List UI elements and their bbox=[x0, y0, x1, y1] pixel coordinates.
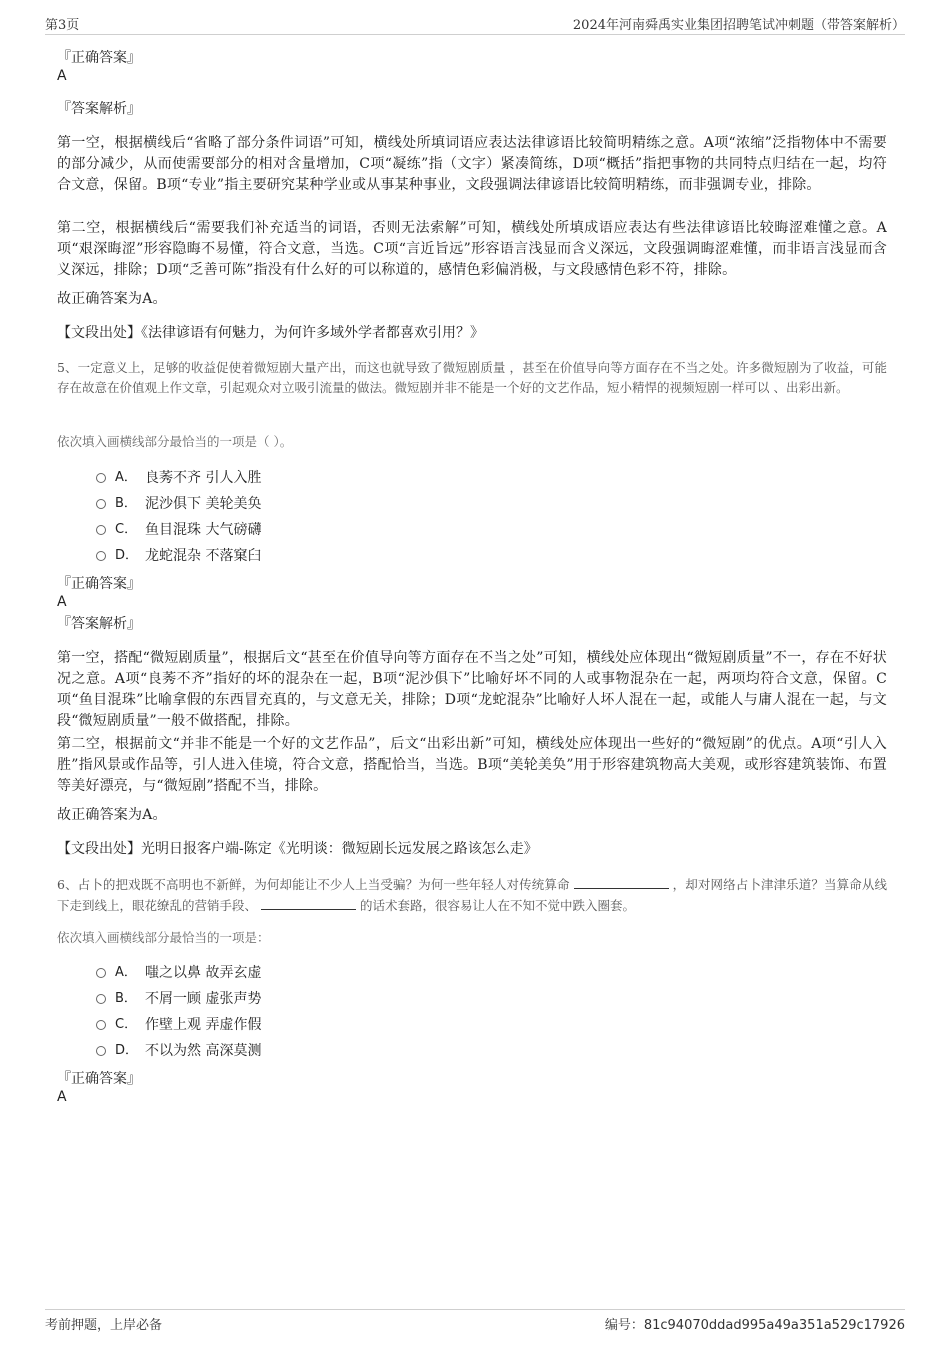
radio-icon[interactable] bbox=[96, 525, 106, 535]
q6-stem: 6、占卜的把戏既不高明也不新鲜，为何却能让不少人上当受骗？为何一些年轻人对传统算命 ，却对网络占卜津津乐道？当算命从线下走到线上，眼花缭乱的营销手段、 的话术套路，很容易让人在不知不觉中跌入圈套。 bbox=[57, 874, 887, 916]
q4-conclusion: 故正确答案为A。 bbox=[57, 291, 167, 307]
radio-icon[interactable] bbox=[96, 551, 106, 561]
q4-analysis-p1: 第一空，根据横线后“省略了部分条件词语”可知，横线处所填词语应表达法律谚语比较简明精练之意。A项“浓缩”泛指物体中不需要的部分减少，从而使需要部分的相对含量增加，C项“凝练”指（文字）紧凑简练，D项“概括”指把事物的共同特点归结在一起，均符合文意，保留。B项“专业”指主要研究某种学业或从事某种事业，文段强调法律谚语比较简明精练，而非强调专业，排除。 bbox=[57, 135, 887, 193]
radio-icon[interactable] bbox=[96, 473, 106, 483]
document-title: 2024年河南舜禹实业集团招聘笔试冲刺题（带答案解析） bbox=[572, 18, 905, 33]
q5-prompt: 依次填入画横线部分最恰当的一项是（ ）。 bbox=[57, 434, 293, 449]
q5-analysis-p1: 第一空，搭配“微短剧质量”，根据后文“甚至在价值导向等方面存在不当之处”可知，横线处应体现出“微短剧质量”不一，存在不好状况之意。A项“良莠不齐”指好的坏的混杂在一起，B项“泥沙俱下”比喻好坏不同的人或事物混杂在一起，两项均符合文意，保留。C项“鱼目混珠”比喻拿假的东西冒充真的，与文意无关，排除；D项“龙蛇混杂”比喻好人坏人混在一起，或能人与庸人混在一起，与文段“微短剧质量”一般不做搭配，排除。 bbox=[57, 650, 887, 729]
q6-prompt: 依次填入画横线部分最恰当的一项是： bbox=[57, 930, 270, 945]
q5-analysis-p2: 第二空，根据前文“并非不能是一个好的文艺作品”，后文“出彩出新”可知，横线处应体现出一些好的“微短剧”的优点。A项“引人入胜”指风景或作品等，引人进入佳境，符合文意，搭配恰当，当选。B项“美轮美奂”用于形容建筑物高大美观，或形容建筑装饰、布置等美好漂亮，与“微短剧”搭配不当，排除。 bbox=[57, 736, 887, 794]
q6-option-d[interactable]: D． 不以为然 高深莫测 bbox=[96, 1040, 261, 1062]
footer-code: 编号：81c94070ddad995a49a351a529c17926 bbox=[604, 1318, 905, 1333]
q6-option-a[interactable]: A． 嗤之以鼻 故弄玄虚 bbox=[96, 962, 261, 984]
q5-option-a[interactable]: A． 良莠不齐 引人入胜 bbox=[96, 467, 261, 489]
footer-slogan: 考前押题，上岸必备 bbox=[45, 1318, 163, 1333]
q4-answer-label: 『正确答案』 bbox=[57, 50, 141, 66]
header-divider bbox=[45, 34, 905, 35]
q5-conclusion: 故正确答案为A。 bbox=[57, 807, 167, 823]
q5-answer-label: 『正确答案』 bbox=[57, 576, 141, 592]
blank-line bbox=[261, 895, 356, 910]
footer-divider bbox=[45, 1309, 905, 1310]
radio-icon[interactable] bbox=[96, 499, 106, 509]
radio-icon[interactable] bbox=[96, 968, 106, 978]
radio-icon[interactable] bbox=[96, 1020, 106, 1030]
radio-icon[interactable] bbox=[96, 1046, 106, 1056]
q4-source: 【文段出处】《法律谚语有何魅力，为何许多域外学者都喜欢引用？》 bbox=[57, 325, 484, 341]
q5-option-c[interactable]: C． 鱼目混珠 大气磅礴 bbox=[96, 519, 261, 541]
blank-line bbox=[574, 874, 669, 889]
page-footer bbox=[45, 1314, 905, 1334]
radio-icon[interactable] bbox=[96, 994, 106, 1004]
page-number: 第3页 bbox=[45, 18, 80, 33]
q5-source: 【文段出处】光明日报客户端-陈定《光明谈：微短剧长远发展之路该怎么走》 bbox=[57, 841, 538, 857]
q5-option-b[interactable]: B． 泥沙俱下 美轮美奂 bbox=[96, 493, 261, 515]
q6-answer: A bbox=[57, 1089, 67, 1105]
q5-answer: A bbox=[57, 594, 67, 610]
q4-answer: A bbox=[57, 68, 67, 84]
q5-analysis-label: 『答案解析』 bbox=[57, 616, 141, 632]
page-header bbox=[45, 14, 905, 34]
q4-analysis-p2: 第二空，根据横线后“需要我们补充适当的词语，否则无法索解”可知，横线处所填成语应表达有些法律谚语比较晦涩难懂之意。A项“艰深晦涩”形容隐晦不易懂，符合文意，当选。C项“言近旨远”形容语言浅显而含义深远，文段强调晦涩难懂，而非语言浅显而含义深远，排除；D项“乏善可陈”指没有什么好的可以称道的，感情色彩偏消极，与文段感情色彩不符，排除。 bbox=[57, 220, 887, 278]
q6-option-b[interactable]: B． 不屑一顾 虚张声势 bbox=[96, 988, 261, 1010]
q6-answer-label: 『正确答案』 bbox=[57, 1071, 141, 1087]
q5-stem: 5、一定意义上，足够的收益促使着微短剧大量产出，而这也就导致了微短剧质量 ，甚至在价值导向等方面存在不当之处。许多微短剧为了收益，可能存在故意在价值观上作文章，引起观众对立吸引流量的做法。微短剧并非不能是一个好的文艺作品，短小精悍的视频短剧一样可以 、出彩出新。 bbox=[57, 360, 887, 395]
q4-analysis-label: 『答案解析』 bbox=[57, 101, 141, 117]
q6-option-c[interactable]: C． 作壁上观 弄虚作假 bbox=[96, 1014, 261, 1036]
q5-option-d[interactable]: D． 龙蛇混杂 不落窠臼 bbox=[96, 545, 261, 567]
